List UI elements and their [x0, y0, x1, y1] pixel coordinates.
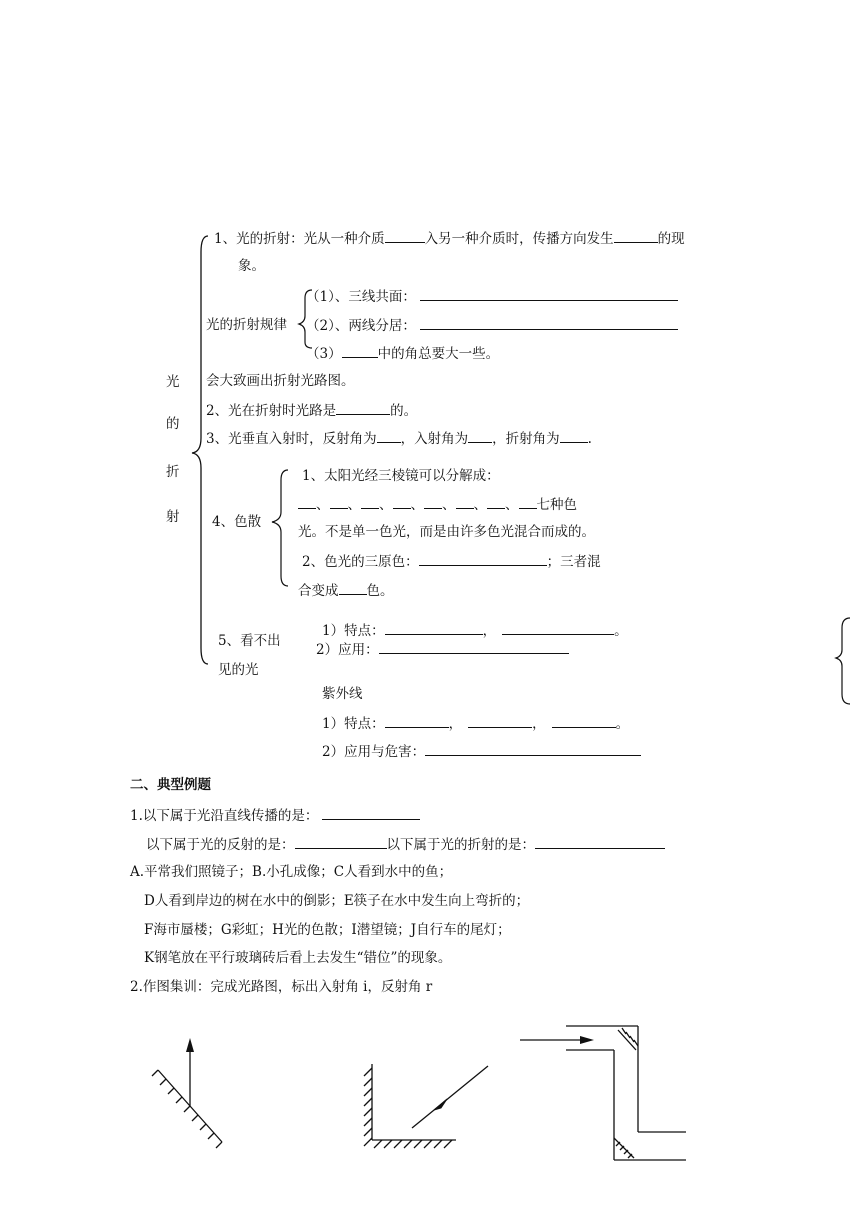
sep: 、 — [379, 497, 393, 513]
item2-text-b: 的。 — [390, 403, 418, 419]
law1-text: （1）、三线共面： — [306, 289, 416, 305]
item1-text-c: 的现 — [657, 231, 685, 247]
options-k: K钢笔放在平行玻璃砖后看上去发生“错位”的现象。 — [144, 950, 452, 966]
side-title-char-4: 射 — [166, 509, 180, 525]
invisible-label-2: 见的光 — [218, 662, 259, 678]
ir1-text-b: ， — [482, 623, 497, 639]
item3-text-c: ，折射角为 — [492, 431, 560, 447]
sep: 、 — [473, 497, 487, 513]
disp-label: 4、色散 — [212, 514, 262, 530]
right-partial-brace — [836, 618, 850, 704]
uv1-text-a: 1）特点： — [322, 716, 385, 732]
law2-text: （2）、两线分居： — [306, 318, 416, 334]
question-2: 2.作图集训：完成光路图，标出入射角 i，反射角 r — [130, 979, 433, 995]
disp-line-2: 光。不是单一色光，而是由许多色光混合而成的。 — [298, 524, 595, 540]
law-brace — [299, 290, 312, 348]
disp-seven-text: 七种色 — [536, 497, 577, 513]
disp4-text-b: 色。 — [366, 583, 394, 599]
law3-text-b: 中的角总要大一些。 — [377, 346, 500, 362]
draw-line-text: 会大致画出折射光路图。 — [206, 373, 355, 389]
item3-text-a: 3、光垂直入射时，反射角为 — [206, 431, 377, 447]
uv1-text-c: ， — [532, 716, 546, 732]
disp4-text-a: 合变成 — [298, 583, 339, 599]
main-brace — [192, 236, 208, 664]
ir1-text-a: 1）特点： — [322, 623, 385, 639]
disp-line-1: 1、太阳光经三棱镜可以分解成： — [302, 468, 500, 484]
side-title-char-2: 的 — [166, 416, 180, 432]
q1-text-b: 以下属于光的反射的是： — [146, 837, 295, 853]
law-label: 光的折射规律 — [206, 317, 287, 333]
q1-text-a: 1.以下属于光沿直线传播的是： — [130, 808, 319, 824]
section-heading: 二、典型例题 — [130, 777, 211, 793]
item2-text-a: 2、光在折射时光路是 — [206, 403, 337, 419]
item3-text-d: . — [587, 431, 592, 447]
options-f: F海市蜃楼；G彩虹；H光的色散；I潜望镜；J自行车的尾灯； — [144, 922, 511, 938]
side-title-char-3: 折 — [166, 464, 180, 480]
ir2-text: 2）应用： — [316, 642, 379, 658]
item3-text-b: ，入射角为 — [400, 431, 469, 447]
item1-text-b: 入另一种介质时，传播方向发生 — [424, 231, 614, 247]
sep: 、 — [316, 497, 330, 513]
uv-title: 紫外线 — [322, 686, 363, 702]
dispersion-brace — [272, 470, 288, 586]
options-d: D人看到岸边的树在水中的倒影；E筷子在水中发生向上弯折的； — [144, 893, 530, 909]
item1-line-2: 象。 — [238, 258, 265, 274]
diagram-corner-mirror — [364, 1064, 488, 1148]
uv1-text-d: 。 — [615, 716, 630, 732]
sep: 、 — [347, 497, 361, 513]
sep: 、 — [442, 497, 456, 513]
disp3-text-b: ；三者混 — [546, 554, 601, 570]
invisible-label-1: 5、看不出 — [218, 633, 281, 649]
item1-text-a: 1、光的折射：光从一种介质 — [214, 231, 385, 247]
side-title-char-1: 光 — [166, 374, 180, 390]
disp3-text-a: 2、色光的三原色： — [302, 554, 419, 570]
law3-text-a: （3） — [306, 346, 342, 362]
diagram-periscope — [520, 1026, 686, 1160]
diagram-inclined-mirror — [152, 1038, 222, 1148]
sep: 、 — [505, 497, 519, 513]
options-a: A.平常我们照镜子；B.小孔成像；C人看到水中的鱼； — [130, 864, 453, 880]
uv1-text-b: ， — [448, 716, 463, 732]
ir1-text-c: 。 — [614, 623, 628, 639]
q1-text-c: 以下属于光的折射的是： — [386, 837, 535, 853]
sep: 、 — [410, 497, 424, 513]
uv2-text: 2）应用与危害： — [322, 744, 426, 760]
